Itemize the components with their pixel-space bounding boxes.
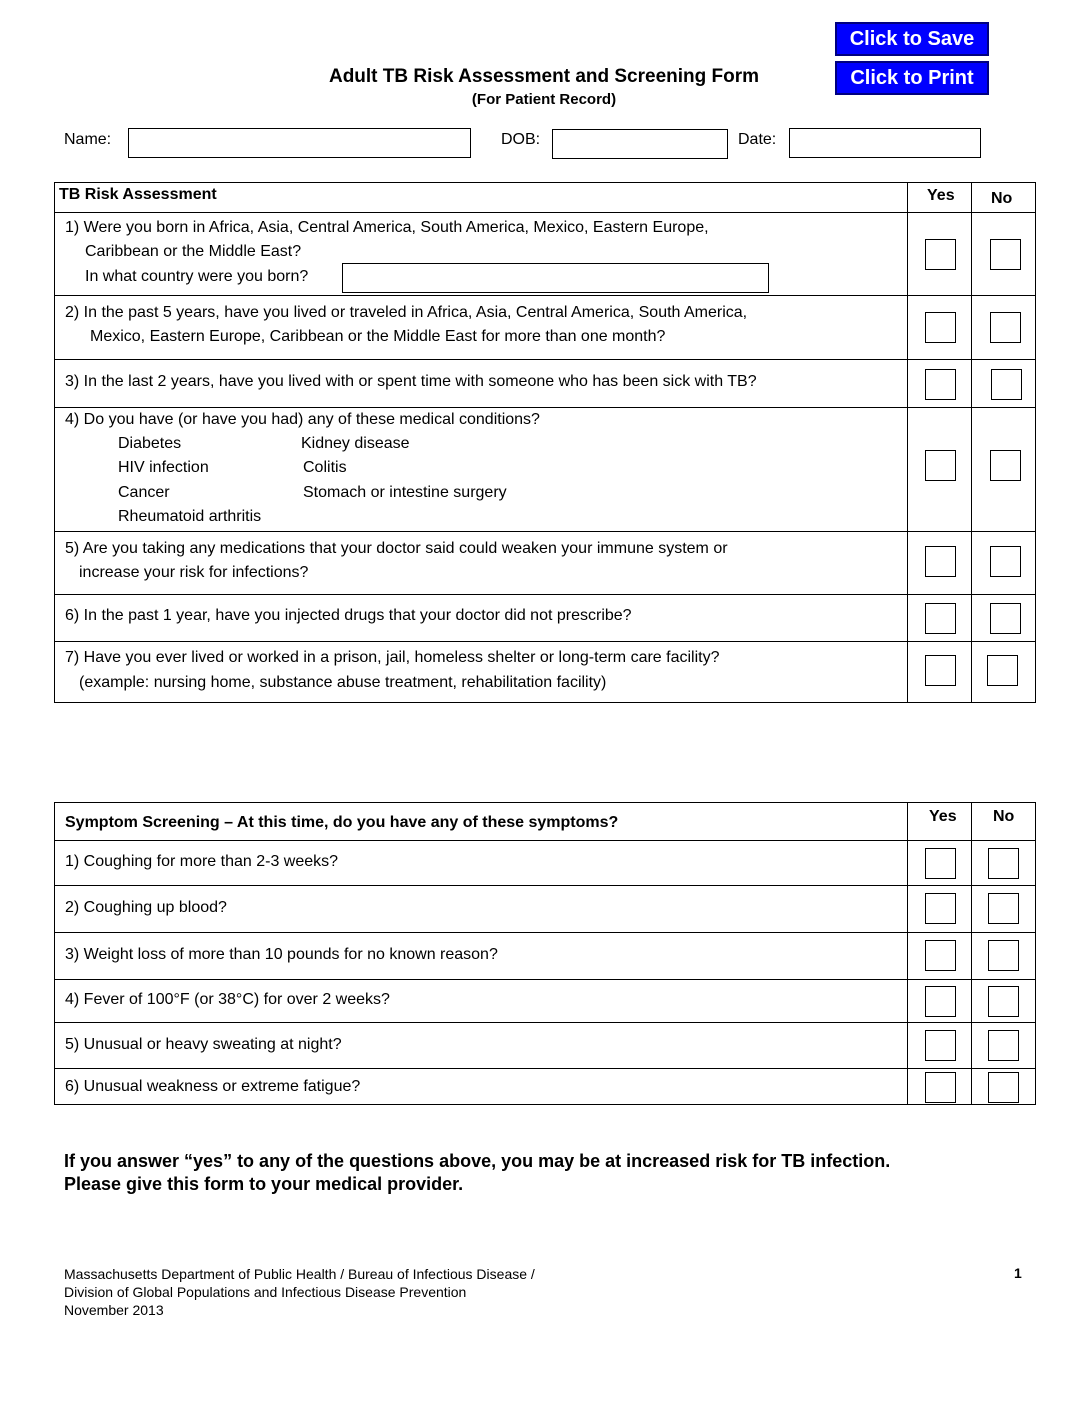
question-text: 3) In the last 2 years, have you lived with or spent time with someone who has been sick with TB? [65, 373, 757, 390]
symptom-text: 5) Unusual or heavy sweating at night? [65, 1036, 342, 1053]
condition-colitis: Colitis [303, 459, 347, 476]
save-button[interactable]: Click to Save [835, 22, 989, 56]
risk-no-header: No [991, 190, 1013, 207]
page-number: 1 [1014, 1265, 1022, 1281]
symptom-text: 1) Coughing for more than 2-3 weeks? [65, 853, 339, 870]
name-field[interactable] [128, 128, 471, 158]
no-checkbox[interactable] [987, 655, 1018, 686]
question-text: 1) Were you born in Africa, Asia, Central America, South America, Mexico, Eastern Europe, [65, 219, 709, 236]
symptom-text: 2) Coughing up blood? [65, 899, 227, 916]
risk-note-line-1: If you answer “yes” to any of the questions above, you may be at increased risk for TB infection. [64, 1151, 891, 1171]
print-button[interactable]: Click to Print [835, 61, 989, 95]
symptom-row-1 [55, 840, 1035, 885]
symptom-screening-table [54, 802, 1036, 1105]
risk-question-6 [55, 594, 1035, 641]
risk-note [64, 1150, 890, 1196]
symptom-row-3 [55, 932, 1035, 979]
yes-checkbox[interactable] [925, 239, 956, 270]
condition-diabetes: Diabetes [118, 435, 182, 452]
symptom-row-4 [55, 979, 1035, 1022]
yes-checkbox[interactable] [925, 893, 956, 924]
yes-checkbox[interactable] [925, 848, 956, 879]
symptom-row-5 [55, 1022, 1035, 1068]
page-title: Adult TB Risk Assessment and Screening Form [328, 66, 760, 87]
yes-checkbox[interactable] [925, 986, 956, 1017]
risk-note-line-2: Please give this form to your medical provider. [64, 1174, 464, 1194]
risk-section-title: TB Risk Assessment [59, 186, 217, 203]
risk-header-row [55, 183, 1035, 212]
no-checkbox[interactable] [990, 546, 1021, 577]
footer [64, 1265, 535, 1319]
no-checkbox[interactable] [990, 239, 1021, 270]
question-text: Mexico, Eastern Europe, Caribbean or the Middle East for more than one month? [90, 328, 666, 345]
birth-country-field[interactable] [342, 263, 769, 293]
condition-hiv: HIV infection [118, 459, 209, 476]
symptom-row-2 [55, 885, 1035, 932]
footer-line-2: Division of Global Populations and Infectious Disease Prevention [64, 1284, 467, 1300]
date-field[interactable] [789, 128, 981, 158]
condition-rheumatoid-arthritis: Rheumatoid arthritis [118, 508, 262, 525]
name-label: Name: [64, 131, 112, 148]
symptom-text: 3) Weight loss of more than 10 pounds for no known reason? [65, 946, 498, 963]
yes-checkbox[interactable] [925, 940, 956, 971]
question-text: 5) Are you taking any medications that your doctor said could weaken your immune system or [65, 540, 728, 557]
symptom-section-title: Symptom Screening – At this time, do you have any of these symptoms? [65, 814, 619, 831]
risk-question-2 [55, 295, 1035, 359]
no-checkbox[interactable] [990, 450, 1021, 481]
symptom-text: 4) Fever of 100°F (or 38°C) for over 2 weeks? [65, 991, 390, 1008]
yes-checkbox[interactable] [925, 546, 956, 577]
no-checkbox[interactable] [988, 893, 1019, 924]
question-text: 2) In the past 5 years, have you lived or traveled in Africa, Asia, Central America, South America, [65, 304, 748, 321]
risk-question-1 [55, 212, 1035, 295]
question-text: 6) In the past 1 year, have you injected drugs that your doctor did not prescribe? [65, 607, 632, 624]
no-checkbox[interactable] [991, 369, 1022, 400]
footer-line-3: November 2013 [64, 1302, 164, 1318]
symptom-text: 6) Unusual weakness or extreme fatigue? [65, 1078, 361, 1095]
dob-label: DOB: [501, 131, 541, 148]
footer-line-1: Massachusetts Department of Public Health / Bureau of Infectious Disease / [64, 1266, 535, 1282]
yes-checkbox[interactable] [925, 655, 956, 686]
dob-field[interactable] [552, 129, 728, 159]
question-text: (example: nursing home, substance abuse treatment, rehabilitation facility) [79, 674, 607, 691]
country-label: In what country were you born? [85, 268, 309, 285]
condition-cancer: Cancer [118, 484, 170, 501]
question-text: 7) Have you ever lived or worked in a prison, jail, homeless shelter or long-term care facility? [65, 649, 720, 666]
risk-question-7 [55, 641, 1035, 704]
no-checkbox[interactable] [988, 848, 1019, 879]
yes-checkbox[interactable] [925, 603, 956, 634]
risk-question-5 [55, 531, 1035, 594]
page-subtitle: (For Patient Record) [471, 91, 617, 108]
condition-kidney-disease: Kidney disease [301, 435, 410, 452]
symptom-no-header: No [993, 808, 1015, 825]
yes-checkbox[interactable] [925, 312, 956, 343]
yes-checkbox[interactable] [925, 450, 956, 481]
no-checkbox[interactable] [988, 1030, 1019, 1061]
symptom-yes-header: Yes [929, 808, 957, 825]
risk-question-3 [55, 359, 1035, 407]
yes-checkbox[interactable] [925, 369, 956, 400]
condition-stomach-surgery: Stomach or intestine surgery [303, 484, 507, 501]
risk-assessment-table [54, 182, 1036, 703]
risk-yes-header: Yes [927, 187, 955, 204]
date-label: Date: [738, 131, 777, 148]
yes-checkbox[interactable] [925, 1072, 956, 1103]
no-checkbox[interactable] [990, 603, 1021, 634]
symptom-header-row [55, 803, 1035, 840]
no-checkbox[interactable] [990, 312, 1021, 343]
question-text: 4) Do you have (or have you had) any of these medical conditions? [65, 411, 540, 428]
no-checkbox[interactable] [988, 1072, 1019, 1103]
no-checkbox[interactable] [988, 986, 1019, 1017]
question-text: increase your risk for infections? [79, 564, 309, 581]
symptom-row-6 [55, 1068, 1035, 1106]
question-text: Caribbean or the Middle East? [85, 243, 302, 260]
no-checkbox[interactable] [988, 940, 1019, 971]
risk-question-4 [55, 407, 1035, 531]
yes-checkbox[interactable] [925, 1030, 956, 1061]
